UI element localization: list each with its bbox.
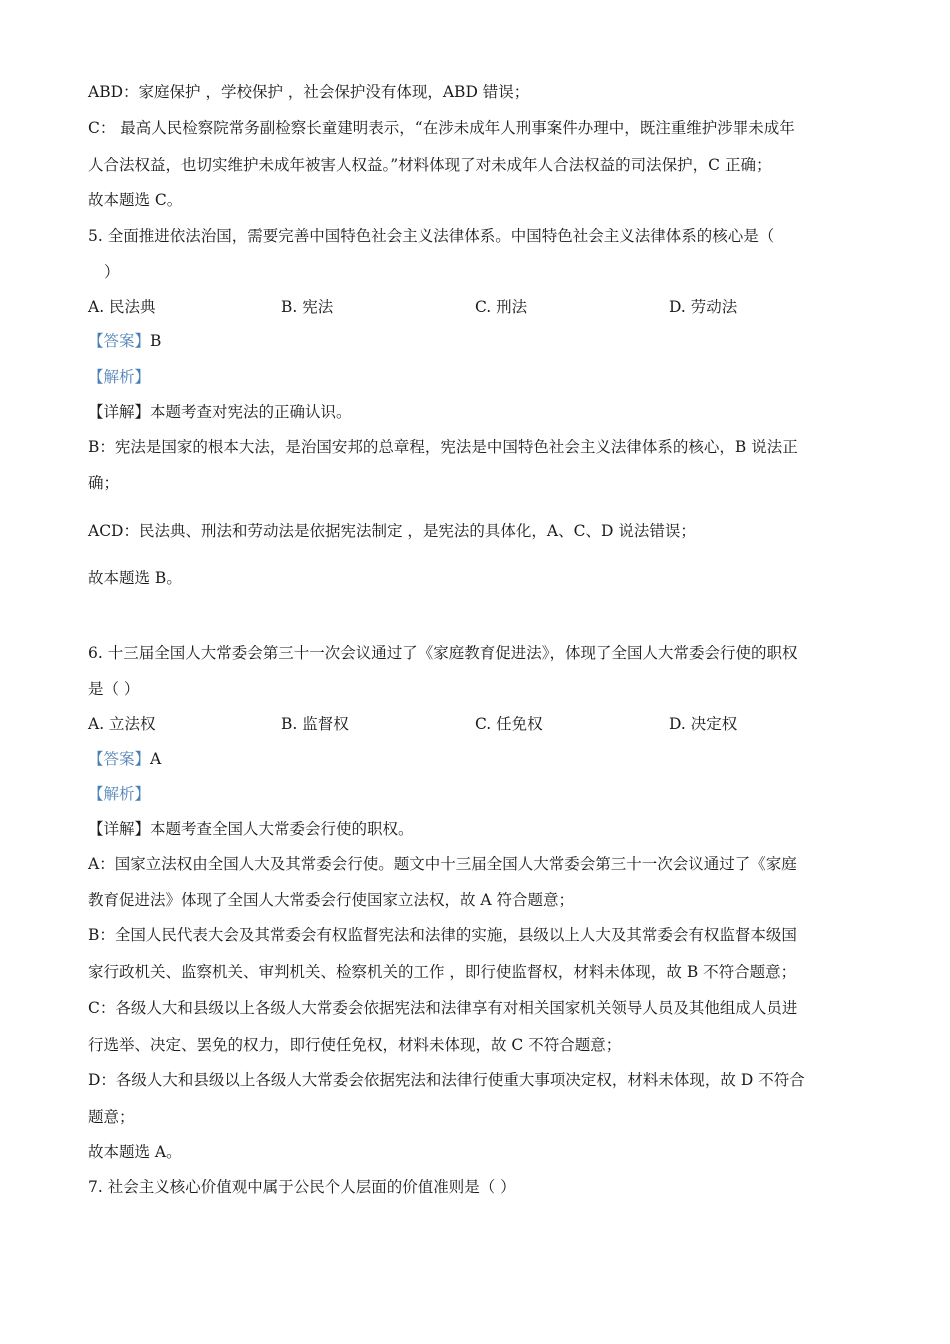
- q5-stem: 5. 全面推进依法治国，需要完善中国特色社会主义法律体系。中国特色社会主义法律体系的核心是（: [88, 227, 775, 245]
- q5-stem-paren: ）: [104, 263, 120, 281]
- conclusion-prev: 故本题选 C。: [88, 191, 183, 209]
- q6-answer: [88, 749, 161, 769]
- answer-value: A: [150, 750, 162, 768]
- q6-analysis-c-line2: 行选举、决定、罢免的权力，即行使任免权，材料未体现，故 C 不符合题意；: [88, 1036, 622, 1054]
- analysis-c-line2: 人合法权益，也切实维护未成年被害人权益。”材料体现了对未成年人合法权益的司法保护，C 正确；: [88, 156, 772, 174]
- q5-analysis-b-line1: B：宪法是国家的根本大法，是治国安邦的总章程，宪法是中国特色社会主义法律体系的核心，B 说法正: [88, 438, 798, 456]
- q6-analysis-b-line1: B：全国人民代表大会及其常委会有权监督宪法和法律的实施，县级以上人大及其常委会有权监督本级国: [88, 926, 797, 944]
- q6-analysis-d-line1: D：各级人大和县级以上各级人大常委会依据宪法和法律行使重大事项决定权，材料未体现，故 D 不符合: [88, 1071, 805, 1089]
- q5-analysis-tag: 【解析】: [88, 368, 151, 386]
- q7-stem: 7. 社会主义核心价值观中属于公民个人层面的价值准则是（ ）: [88, 1178, 516, 1196]
- q6-analysis-b-line2: 家行政机关、监察机关、审判机关、检察机关的工作 ，即行使监督权，材料未体现，故 B 不符合题意；: [88, 963, 797, 981]
- q5-option-a: A. 民法典: [88, 298, 156, 316]
- answer-tag: 【答案】: [88, 750, 151, 768]
- q6-conclusion: 故本题选 A。: [88, 1143, 182, 1161]
- q6-option-a: A. 立法权: [88, 715, 156, 733]
- analysis-abd: ABD：家庭保护 ，学校保护 ，社会保护没有体现，ABD 错误；: [88, 83, 530, 101]
- q6-detail: 【详解】本题考查全国人大常委会行使的职权。: [88, 820, 414, 838]
- q5-analysis-b-line2: 确；: [88, 474, 120, 492]
- q6-analysis-a-line2: 教育促进法》体现了全国人大常委会行使国家立法权，故 A 符合题意；: [88, 891, 575, 909]
- q5-conclusion: 故本题选 B。: [88, 569, 182, 587]
- q6-analysis-a-line1: A：国家立法权由全国人大及其常委会行使。题文中十三届全国人大常委会第三十一次会议通过了《家庭: [88, 855, 797, 873]
- q5-detail: 【详解】本题考查对宪法的正确认识。: [88, 403, 352, 421]
- q5-option-d: D. 劳动法: [669, 298, 738, 316]
- q6-analysis-d-line2: 题意；: [88, 1108, 135, 1126]
- q6-option-d: D. 决定权: [669, 715, 738, 733]
- answer-tag: 【答案】: [88, 332, 151, 350]
- q5-analysis-acd: ACD：民法典、刑法和劳动法是依据宪法制定 ，是宪法的具体化，A、C、D 说法错误；: [88, 522, 696, 540]
- q5-option-b: B. 宪法: [281, 298, 334, 316]
- answer-value: B: [150, 332, 162, 350]
- q5-option-c: C. 刑法: [475, 298, 528, 316]
- q6-stem-paren: 是（ ）: [88, 680, 140, 698]
- q6-analysis-tag: 【解析】: [88, 785, 151, 803]
- q6-option-c: C. 任免权: [475, 715, 543, 733]
- q6-analysis-c-line1: C：各级人大和县级以上各级人大常委会依据宪法和法律享有对相关国家机关领导人员及其他组成人员进: [88, 999, 798, 1017]
- q6-stem: 6. 十三届全国人大常委会第三十一次会议通过了《家庭教育促进法》，体现了全国人大常委会行使的职权: [88, 644, 798, 662]
- q6-option-b: B. 监督权: [281, 715, 349, 733]
- q5-answer: [88, 331, 161, 351]
- analysis-c-line1: C： 最高人民检察院常务副检察长童建明表示，“在涉未成年人刑事案件办理中，既注重维护涉罪未成年: [88, 119, 795, 137]
